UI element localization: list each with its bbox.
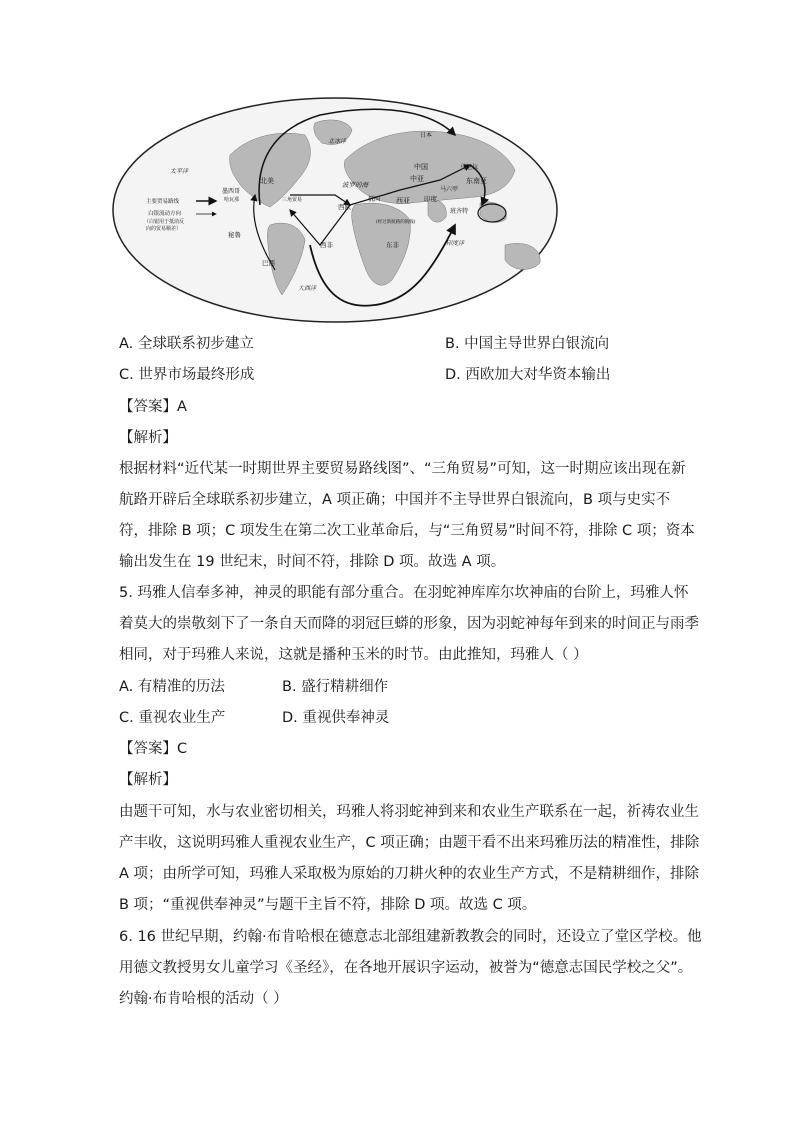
q5-analysis-label: 【解析】 bbox=[119, 772, 177, 788]
q5-analysis-line-4: B 项；“重视供奉神灵”与题干主旨不符，排除 D 项。故选 C 项。 bbox=[119, 897, 537, 913]
q5-option-b: B. 盛行精耕细作 bbox=[282, 679, 389, 695]
q4-analysis-line-3: 符，排除 B 项；C 项发生在第二次工业革命后，与“三角贸易”时间不符，排除 C 项；资本 bbox=[119, 523, 695, 539]
legend-trade-label: 主要贸易路线 bbox=[146, 199, 180, 205]
label-triangle-trade: 三角贸易 bbox=[282, 197, 303, 203]
label-japan: 日本 bbox=[420, 132, 433, 139]
q5-stem-line-3: 相同，对于玛雅人来说，这就是播种玉米的时节。由此推知，玛雅人（ ） bbox=[119, 647, 588, 663]
q4-option-b: B. 中国主导世界白银流向 bbox=[445, 336, 610, 352]
label-havana: 哈瓦那 bbox=[224, 197, 240, 203]
q4-answer: 【答案】A bbox=[119, 399, 187, 415]
label-brazil: 巴西 bbox=[262, 259, 275, 267]
label-russia: 俄国 bbox=[368, 196, 381, 203]
label-mexico: 墨西哥 bbox=[222, 188, 241, 195]
label-west-europe: 西欧 bbox=[338, 203, 351, 211]
q5-option-a: A. 有精准的历法 bbox=[119, 679, 225, 695]
label-west-asia: 西亚 bbox=[396, 197, 410, 205]
label-baltic: 波罗的海 bbox=[342, 181, 368, 189]
label-north-america: 北美 bbox=[260, 177, 274, 185]
q5-analysis-line-1: 由题干可知，水与农业密切相关，玛雅人将羽蛇神到来和农业生产联系在一起，祈祷农业生 bbox=[119, 804, 699, 820]
q6-stem-line-3: 约翰·布肯哈根的活动（ ） bbox=[119, 991, 288, 1007]
legend-silver-note-2: 向的贸易顺差） bbox=[146, 226, 182, 232]
legend-silver-label: 白银流动方向 bbox=[148, 211, 182, 217]
label-central-asia: 中亚 bbox=[410, 175, 424, 183]
q4-option-c: C. 世界市场最终形成 bbox=[119, 367, 255, 383]
q5-answer: 【答案】C bbox=[119, 741, 188, 757]
q5-option-d: D. 重视供奉神灵 bbox=[282, 710, 390, 726]
label-banten: 班齐特 bbox=[450, 208, 469, 215]
q6-stem-line-2: 用德文教授男女儿童学习《圣经》，在各地开展识字运动，被誉为“德意志国民学校之父”。 bbox=[119, 960, 693, 976]
q5-analysis-line-3: A 项；由所学可知，玛雅人采取极为原始的刀耕火种的农业生产方式，不是精耕细作，排除 bbox=[119, 866, 700, 882]
label-southeast-asia: 东南亚 bbox=[466, 177, 487, 185]
q4-option-a: A. 全球联系初步建立 bbox=[119, 336, 254, 352]
label-pacific: 太平洋 bbox=[170, 168, 189, 175]
q4-option-d: D. 西欧加大对华资本输出 bbox=[445, 367, 611, 383]
label-indian-ocean: 印度洋 bbox=[446, 240, 465, 247]
label-manila: 马尼拉 bbox=[460, 164, 479, 171]
q4-analysis-line-1: 根据材料“近代某一时期世界主要贸易路线图”、“三角贸易”可知，这一时期应该出现在新 bbox=[119, 461, 686, 477]
label-arctic: 北冰洋 bbox=[328, 138, 347, 145]
q4-analysis-line-2: 航路开辟后全球联系初步建立，A 项正确；中国并不主导世界白银流向，B 项与史实不 bbox=[119, 492, 671, 508]
label-malacca: 马六甲 bbox=[440, 186, 459, 193]
trade-route-map bbox=[110, 95, 560, 325]
label-china: 中国 bbox=[414, 163, 428, 171]
label-india: 印度 bbox=[424, 195, 437, 203]
q4-analysis-line-4: 输出发生在 19 世纪末，时间不符，排除 D 项。故选 A 项。 bbox=[119, 554, 506, 570]
q5-analysis-line-2: 产丰收，这说明玛雅人重视农业生产，C 项正确；由题干看不出来玛雅历法的精准性，排除 bbox=[119, 835, 700, 851]
label-east-africa: 东非 bbox=[386, 241, 399, 249]
label-atlantic: 大西洋 bbox=[298, 285, 317, 292]
q5-stem-line-1: 5. 玛雅人信奉多神，神灵的职能有部分重合。在羽蛇神库库尔坎神庙的台阶上，玛雅人怀 bbox=[119, 585, 689, 601]
q5-option-c: C. 重视农业生产 bbox=[119, 710, 226, 726]
legend-silver-note-1: （白银用于抵消反 bbox=[144, 219, 185, 225]
label-cape-note: (经过新航路的航线) bbox=[376, 220, 416, 225]
label-west-africa: 西非 bbox=[320, 241, 333, 249]
q6-stem-line-1: 6. 16 世纪早期，约翰·布肯哈根在德意志北部组建新教教会的同时，还设立了堂区学校。他 bbox=[119, 929, 702, 945]
label-peru: 秘鲁 bbox=[228, 231, 241, 239]
q4-analysis-label: 【解析】 bbox=[119, 430, 177, 446]
q5-stem-line-2: 着莫大的崇敬刻下了一条自天而降的羽冠巨蟒的形象，因为羽蛇神每年到来的时间正与雨季 bbox=[119, 616, 699, 632]
map-svg bbox=[110, 95, 560, 325]
